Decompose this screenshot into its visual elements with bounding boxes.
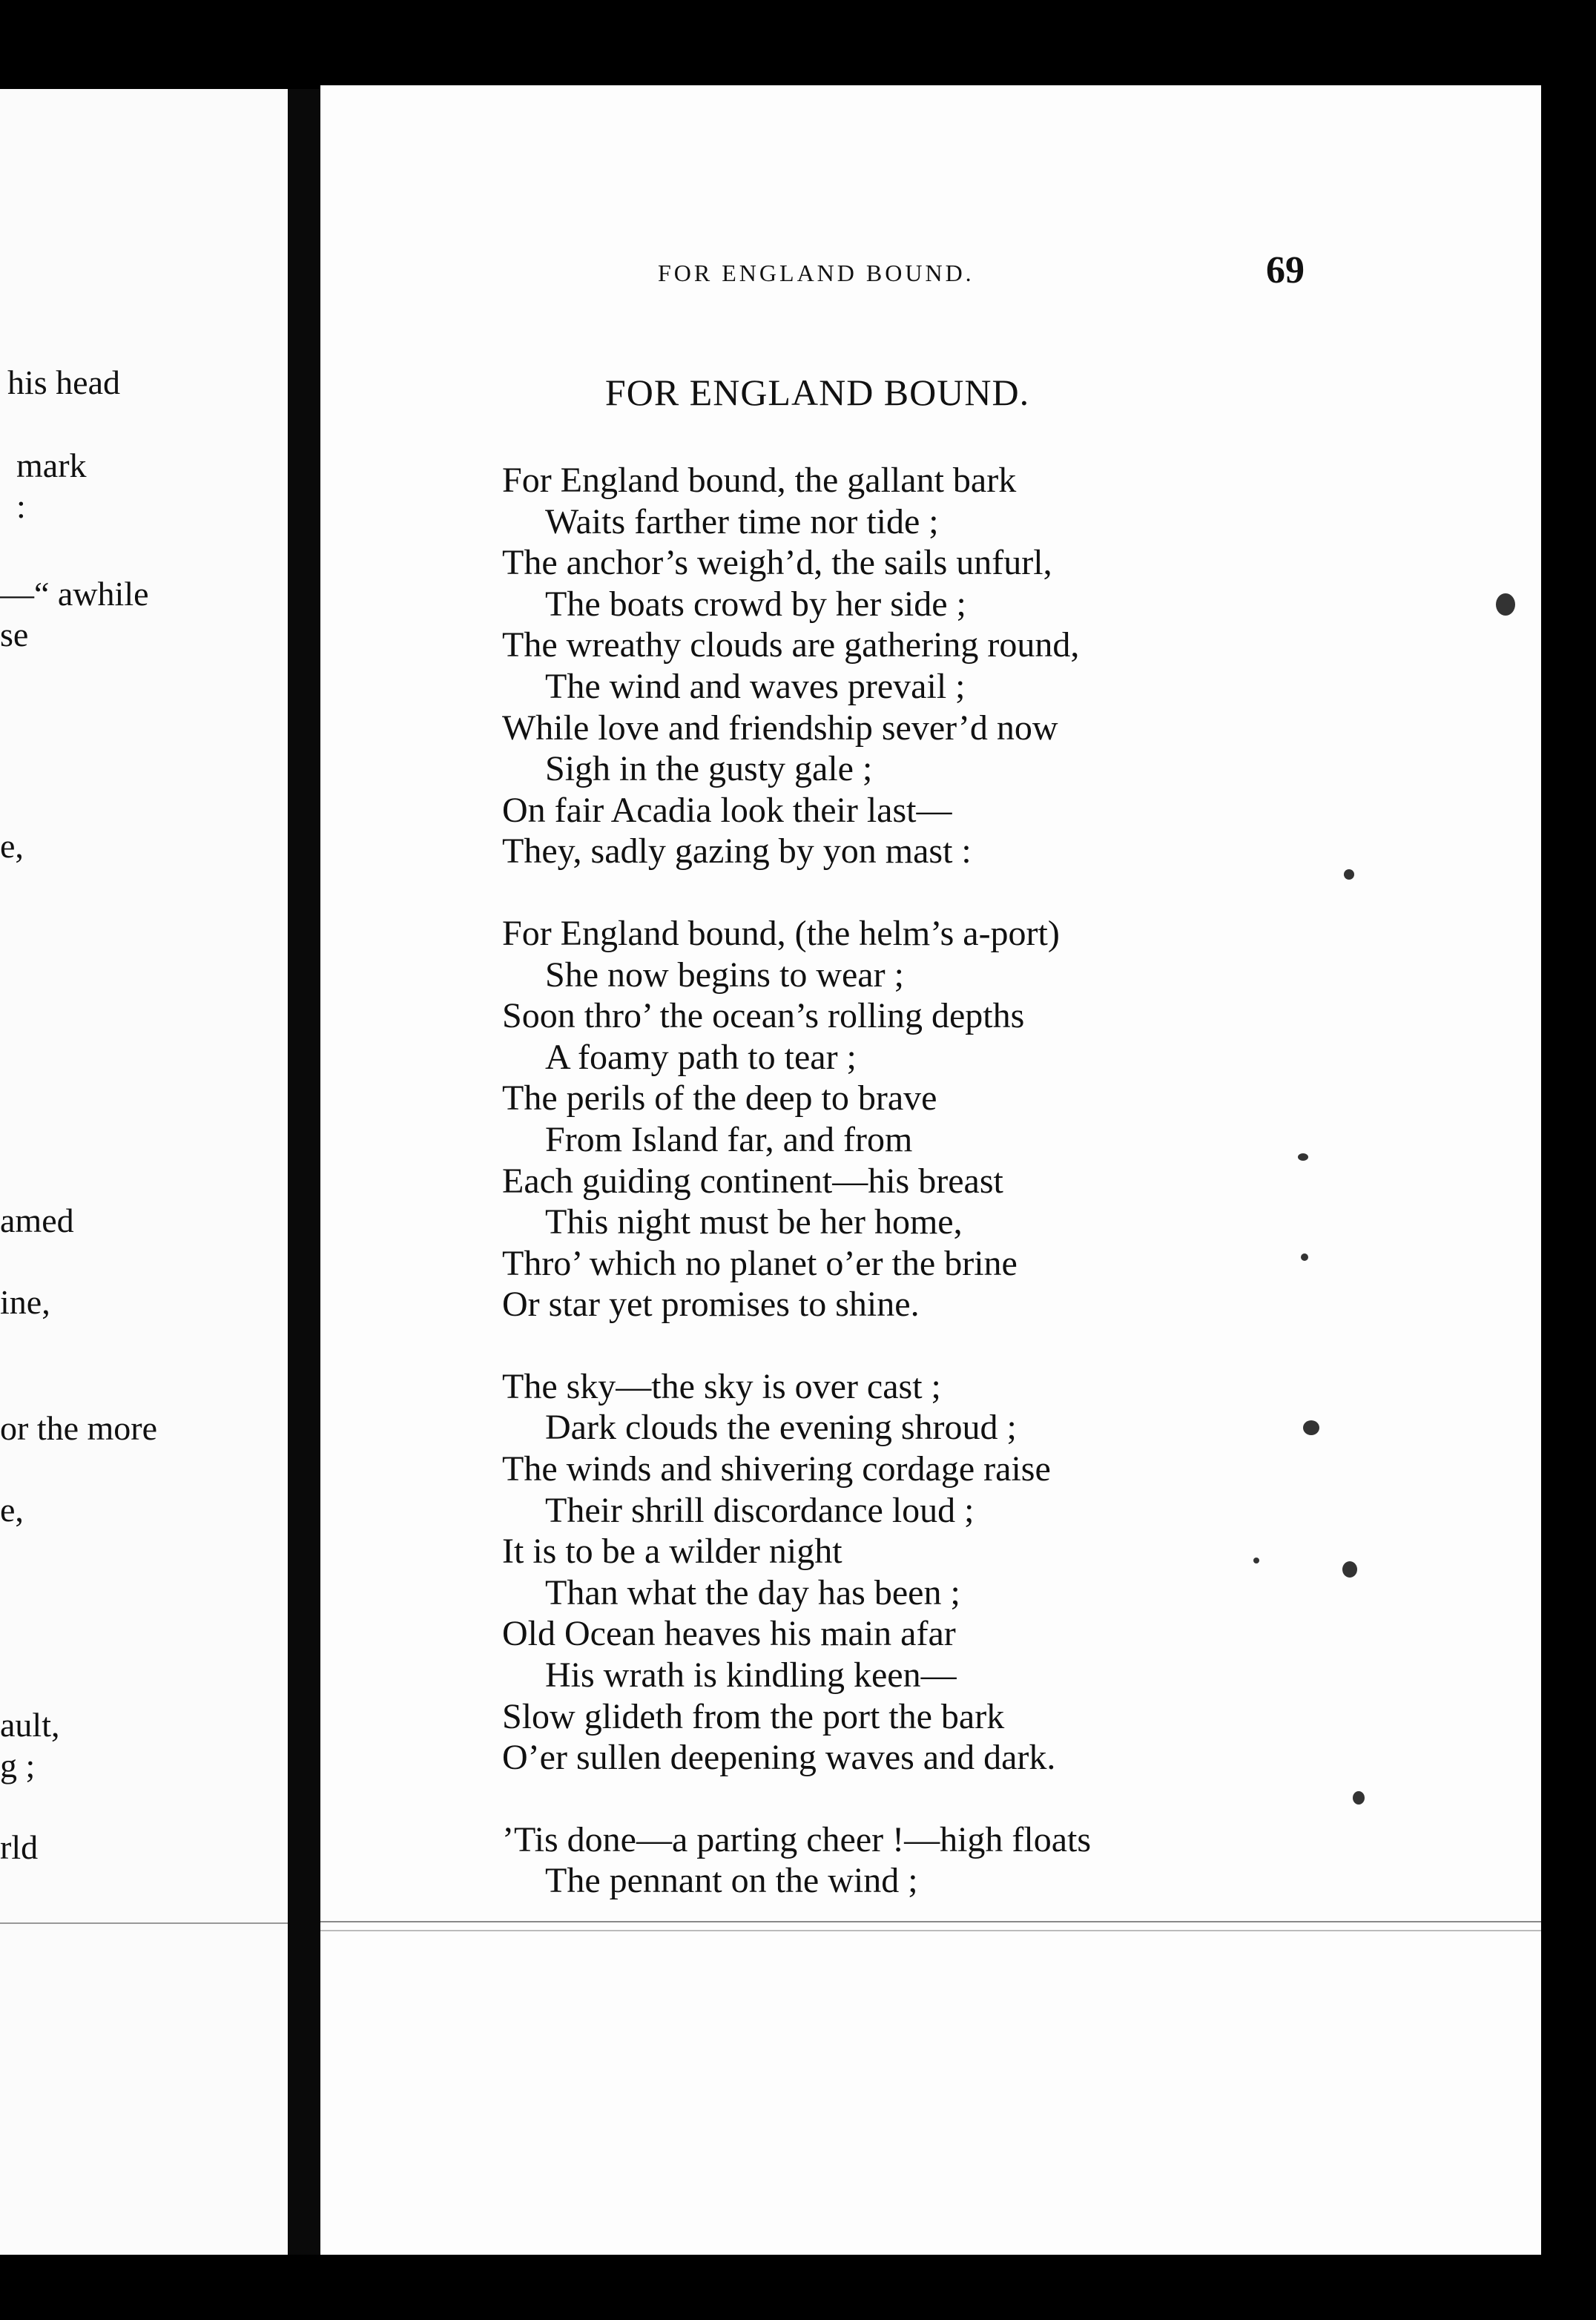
left-fragment: —“ awhile: [0, 575, 149, 613]
left-fragment: his head: [7, 363, 121, 401]
left-fragment: rld: [0, 1828, 39, 1866]
verse-line: The wind and waves prevail ;: [545, 666, 966, 706]
page-fold-line: [320, 1921, 1541, 1922]
ink-speck: [1344, 869, 1354, 880]
verse-line: Old Ocean heaves his main afar: [502, 1614, 956, 1654]
verse-line: The anchor’s weigh’d, the sails unfurl,: [502, 543, 1052, 583]
verse-line: The wreathy clouds are gathering round,: [502, 625, 1080, 665]
verse-line: The pennant on the wind ;: [545, 1861, 918, 1901]
left-fragment: g ;: [0, 1747, 36, 1785]
left-fragment: se: [0, 616, 29, 653]
verse-line: Or star yet promises to shine.: [502, 1285, 920, 1325]
verse-line: The winds and shivering cordage raise: [502, 1449, 1051, 1489]
verse-line: Each guiding continent—his breast: [502, 1161, 1003, 1201]
left-fragment: mark: [16, 446, 87, 484]
ink-speck: [1303, 1420, 1319, 1435]
stanza-1: [502, 460, 1318, 872]
scan-border-bottom: [0, 2255, 1596, 2320]
poem-body: [502, 460, 1318, 1942]
left-fragment: or the more: [0, 1409, 158, 1447]
ink-speck: [1342, 1561, 1357, 1578]
verse-line: On fair Acadia look their last—: [502, 790, 952, 830]
verse-line: It is to be a wilder night: [502, 1532, 842, 1572]
stanza-4: [502, 1819, 1318, 1902]
verse-line: They, sadly gazing by yon mast :: [502, 831, 972, 871]
verse-line: The boats crowd by her side ;: [545, 584, 966, 624]
ink-speck: [1253, 1558, 1259, 1563]
verse-line: Sigh in the gusty gale ;: [545, 749, 873, 789]
verse-line: While love and friendship sever’d now: [502, 708, 1058, 748]
verse-line: O’er sullen deepening waves and dark.: [502, 1738, 1056, 1778]
ink-speck: [1301, 1253, 1308, 1261]
verse-line: Waits farther time nor tide ;: [545, 501, 939, 541]
left-fragment: e,: [0, 1491, 24, 1529]
ink-speck: [1496, 593, 1515, 616]
page-number: 69: [1266, 249, 1305, 291]
verse-line: Slow glideth from the port the bark: [502, 1696, 1005, 1736]
verse-line: Soon thro’ the ocean’s rolling depths: [502, 996, 1025, 1036]
verse-line: Dark clouds the evening shroud ;: [545, 1408, 1017, 1448]
verse-line: This night must be her home,: [545, 1202, 963, 1242]
right-page: [320, 85, 1541, 2255]
left-fragment: amed: [0, 1202, 74, 1239]
ink-speck: [1353, 1791, 1365, 1805]
ink-speck: [1298, 1153, 1308, 1161]
book-gutter: [288, 89, 320, 2255]
verse-line: The sky—the sky is over cast ;: [502, 1366, 941, 1406]
running-head: FOR ENGLAND BOUND.: [658, 260, 975, 286]
stanza-3: [502, 1366, 1318, 1779]
verse-line: Their shrill discordance loud ;: [545, 1490, 975, 1530]
left-fragment: ault,: [0, 1706, 60, 1744]
page-fold-line: [320, 1930, 1541, 1931]
verse-line: Than what the day has been ;: [545, 1572, 960, 1612]
verse-line: For England bound, (the helm’s a-port): [502, 913, 1060, 953]
verse-line: His wrath is kindling keen—: [545, 1655, 957, 1695]
verse-line: A foamy path to tear ;: [545, 1037, 857, 1077]
left-fragment: e,: [0, 827, 24, 865]
left-page: [0, 89, 289, 2255]
left-fragment: :: [16, 487, 26, 525]
left-fragment: ine,: [0, 1283, 50, 1321]
left-page-fold-line: [0, 1922, 289, 1924]
scan-border-right: [1541, 0, 1596, 2320]
verse-line: From Island far, and from: [545, 1119, 913, 1159]
stanza-2: [502, 913, 1318, 1325]
verse-line: She now begins to wear ;: [545, 955, 904, 995]
scan-border-top: [0, 0, 1596, 93]
verse-line: ’Tis done—a parting cheer !—high floats: [502, 1819, 1092, 1859]
verse-line: Thro’ which no planet o’er the brine: [502, 1243, 1018, 1283]
verse-line: For England bound, the gallant bark: [502, 461, 1017, 500]
poem-title: FOR ENGLAND BOUND.: [604, 372, 1030, 413]
verse-line: The perils of the deep to brave: [502, 1078, 937, 1118]
